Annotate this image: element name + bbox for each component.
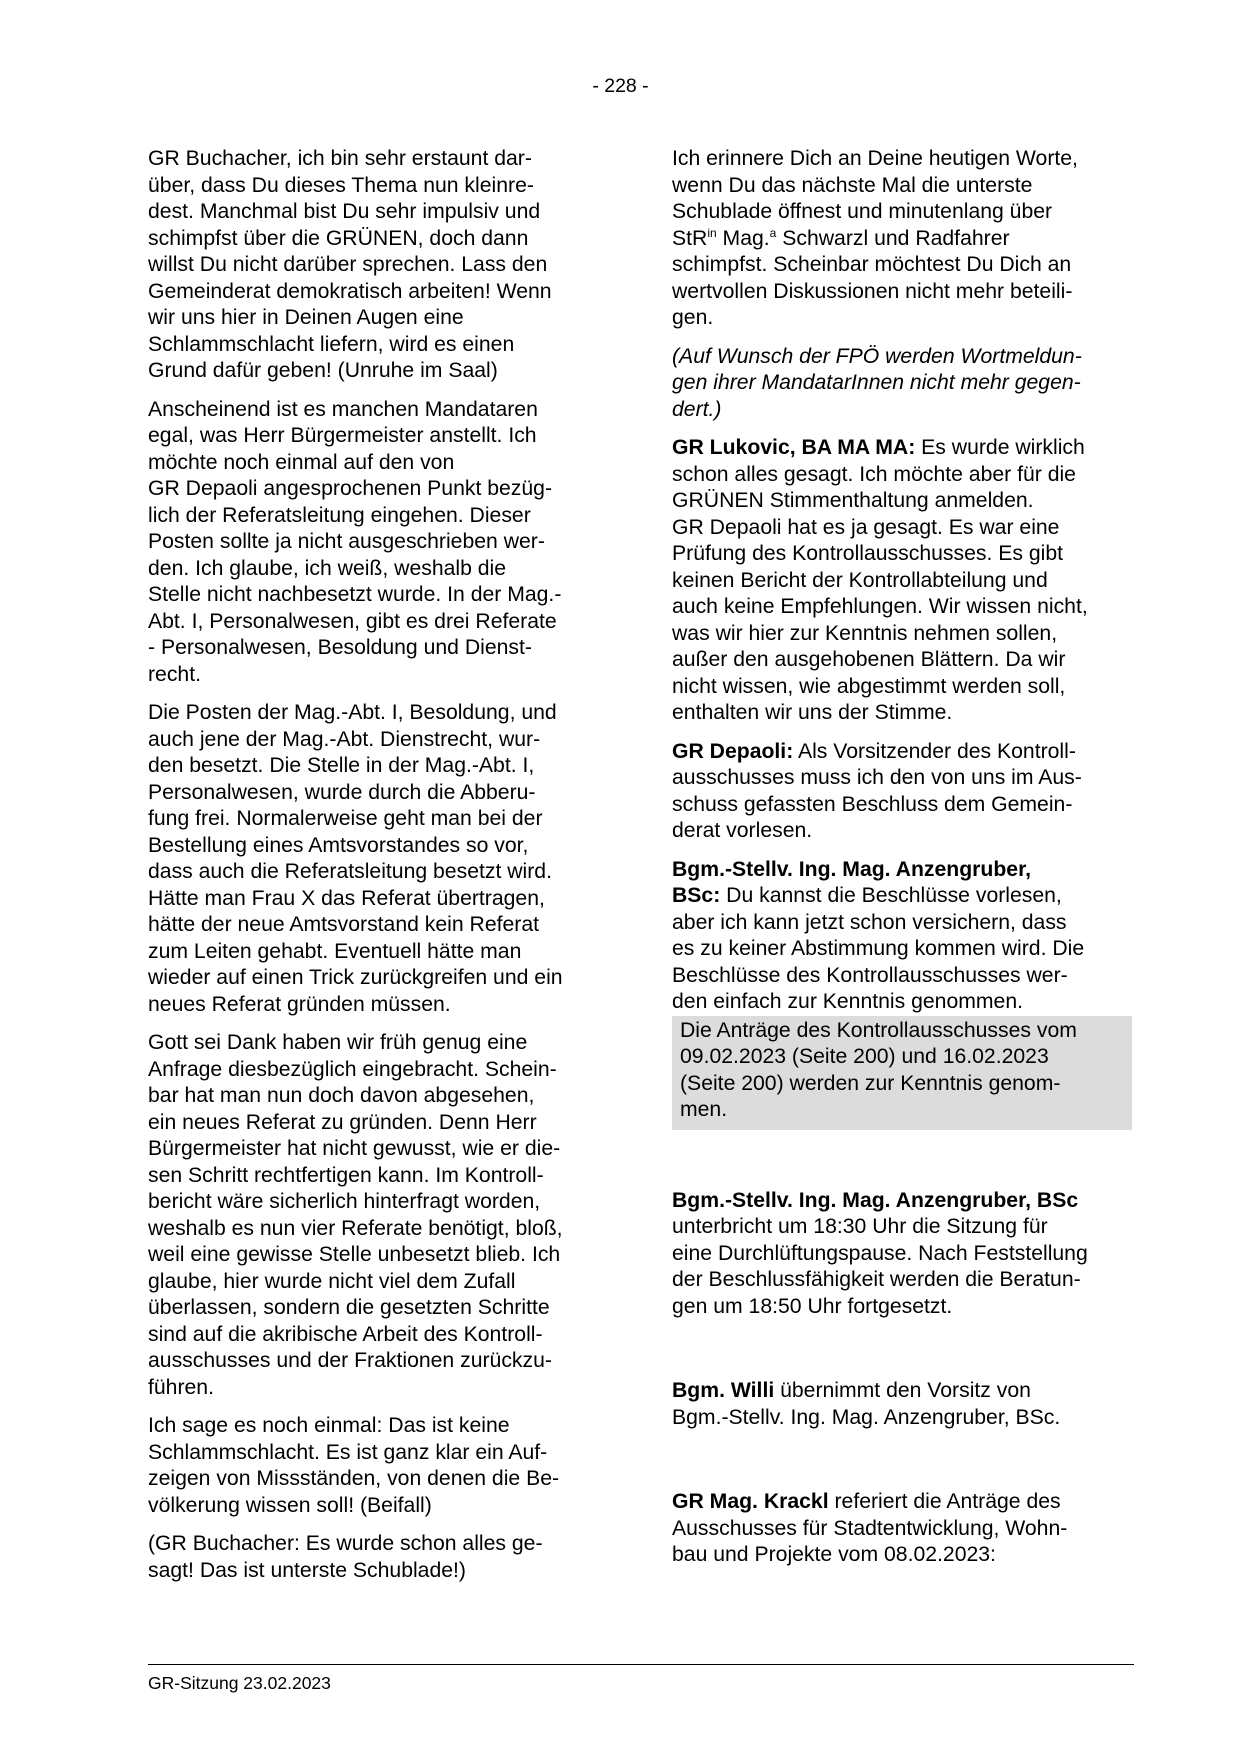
paragraph — [672, 1188, 1132, 1321]
text-line: lich der Referatsleitung eingehen. Dieser — [148, 503, 531, 527]
text-line: egal, was Herr Bürgermeister anstellt. Ich — [148, 424, 537, 447]
text-line: ein neues Referat zu gründen. Denn Herr — [148, 1110, 537, 1134]
text-line: bau und Projekte vom 08.02.2023: — [672, 1543, 996, 1566]
text-line: willst Du nicht darüber sprechen. Lass den — [148, 253, 548, 276]
text-line: dert.) — [672, 397, 722, 421]
text-line: schuss gefassten Beschluss dem Gemein- — [672, 792, 1073, 816]
text-line: auch jene der Mag.-Abt. Dienstrecht, wur- — [148, 727, 541, 751]
text-line: unterbricht um 18:30 Uhr die Sitzung für — [672, 1215, 1048, 1238]
text-line: Grund dafür geben! (Unruhe im Saal) — [148, 359, 498, 382]
text-line: völkerung wissen soll! (Beifall) — [148, 1493, 432, 1517]
speaker-name: GR Mag. Krackl — [672, 1490, 829, 1513]
text-line: gen. — [672, 306, 714, 329]
paragraph — [672, 1489, 1132, 1569]
resolution-box — [672, 1016, 1132, 1130]
text-line: Du kannst die Beschlüsse vorlesen, — [720, 884, 1062, 907]
text-line: Ich sage es noch einmal: Das ist keine — [148, 1414, 510, 1437]
text-line: (Auf Wunsch der FPÖ werden Wortmeldun- — [672, 344, 1082, 368]
text-line: Hätte man Frau X das Referat übertragen, — [148, 886, 545, 910]
paragraph — [672, 146, 1132, 332]
text-line: hätte der neue Amtsvorstand kein Referat — [148, 913, 540, 936]
text-line: bar hat man nun doch davon abgesehen, — [148, 1084, 535, 1107]
paragraph — [148, 1531, 606, 1584]
text-line: Beschlüsse des Kontrollausschusses wer- — [672, 963, 1068, 987]
text-line: neues Referat gründen müssen. — [148, 992, 451, 1016]
paragraph — [672, 739, 1132, 845]
text-line: den besetzt. Die Stelle in der Mag.-Abt. I, — [148, 754, 535, 777]
text-line: GR Depaoli angesprochenen Punkt bezüg- — [148, 477, 553, 500]
text-line: wenn Du das nächste Mal die unterste — [672, 173, 1033, 197]
text-line: sind auf die akribische Arbeit des Kontroll- — [148, 1322, 543, 1346]
text-line: Gott sei Dank haben wir früh genug eine — [148, 1031, 528, 1054]
text-line: Als Vorsitzender des Kontroll- — [793, 739, 1076, 763]
text-line: schimpfst. Scheinbar möchtest Du Dich an — [672, 253, 1072, 276]
text-line: weil eine gewisse Stelle unbesetzt blieb. Ich — [148, 1243, 561, 1266]
title-abbrev: Mag. — [716, 226, 770, 250]
text-line: GRÜNEN Stimmenthaltung anmelden. — [672, 489, 1034, 512]
text-line: gen ihrer MandatarInnen nicht mehr gegen- — [672, 371, 1081, 394]
speaker-name: BSc: — [672, 884, 721, 907]
text-line: Prüfung des Kontrollausschusses. Es gibt — [672, 542, 1064, 565]
text-line: was wir hier zur Kenntnis nehmen sollen, — [672, 621, 1058, 645]
text-line: schon alles gesagt. Ich möchte aber für die — [672, 462, 1076, 486]
title-abbrev: StR — [672, 226, 708, 250]
text-line: - Personalwesen, Besoldung und Dienst- — [148, 636, 532, 659]
right-column — [672, 146, 1132, 1569]
text-line: Bürgermeister hat nicht gewusst, wie er die- — [148, 1137, 561, 1160]
paragraph — [672, 344, 1132, 424]
text-line: Bgm.-Stellv. Ing. Mag. Anzengruber, BSc. — [672, 1405, 1061, 1429]
paragraph — [672, 857, 1132, 1016]
paragraph — [148, 1030, 606, 1401]
text-line: enthalten wir uns der Stimme. — [672, 701, 953, 724]
text-line: der Beschlussfähigkeit werden die Beratun- — [672, 1268, 1081, 1291]
text-line: Gemeinderat demokratisch arbeiten! Wenn — [148, 279, 552, 303]
text-line: zeigen von Missständen, von denen die Be- — [148, 1467, 560, 1490]
text-line: sagt! Das ist unterste Schublade!) — [148, 1558, 466, 1582]
text-line: fung frei. Normalerweise geht man bei der — [148, 807, 543, 830]
text-line: möchte noch einmal auf den von — [148, 450, 455, 474]
paragraph — [148, 1413, 606, 1519]
text-line: dest. Manchmal bist Du sehr impulsiv und — [148, 200, 541, 223]
text-line: Stelle nicht nachbesetzt wurde. In der Mag.- — [148, 583, 562, 606]
left-column — [148, 146, 606, 1584]
speaker-name: Bgm. Willi — [672, 1379, 775, 1402]
page-number: - 228 - — [592, 75, 649, 97]
superscript: a — [769, 225, 777, 240]
paragraph — [148, 397, 606, 689]
text-line: Anfrage diesbezüglich eingebracht. Schein- — [148, 1057, 557, 1081]
text-line: aber ich kann jetzt schon versichern, dass — [672, 910, 1067, 934]
text-line: Es wurde wirklich — [915, 436, 1085, 459]
text-line: Die Posten der Mag.-Abt. I, Besoldung, und — [148, 701, 557, 724]
text-line: Schlammschlacht liefern, wird es einen — [148, 332, 515, 356]
text-line: den einfach zur Kenntnis genommen. — [672, 990, 1023, 1013]
paragraph — [672, 435, 1132, 727]
speaker-name: Bgm.-Stellv. Ing. Mag. Anzengruber, BSc — [672, 1188, 1079, 1212]
text-line: weshalb es nun vier Referate benötigt, bloß, — [148, 1216, 563, 1240]
text-line: Anscheinend ist es manchen Mandataren — [148, 397, 538, 421]
text-line: eine Durchlüftungspause. Nach Feststellung — [672, 1241, 1088, 1265]
text-line: wieder auf einen Trick zurückgreifen und ein — [148, 966, 563, 989]
text-line: sen Schritt rechtfertigen kann. Im Kontroll- — [148, 1163, 544, 1187]
text-line: (GR Buchacher: Es wurde schon alles ge- — [148, 1532, 543, 1555]
text-line: führen. — [148, 1375, 214, 1399]
text-line: referiert die Anträge des — [828, 1490, 1061, 1513]
superscript: in — [707, 225, 717, 240]
speaker-name: Bgm.-Stellv. Ing. Mag. Anzengruber, — [672, 857, 1032, 881]
text-line: men. — [680, 1098, 728, 1121]
text-line: es zu keiner Abstimmung kommen wird. Die — [672, 937, 1085, 960]
text-line: Personalwesen, wurde durch die Abberu- — [148, 780, 536, 804]
text-line: recht. — [148, 662, 201, 686]
text-line: ausschusses muss ich den von uns im Aus- — [672, 766, 1082, 789]
text-line: wertvollen Diskussionen nicht mehr beteili- — [672, 279, 1073, 303]
text-line: keinen Bericht der Kontrollabteilung und — [672, 568, 1048, 592]
text-line: GR Buchacher, ich bin sehr erstaunt dar- — [148, 147, 532, 170]
text-line: (Seite 200) werden zur Kenntnis genom- — [680, 1071, 1061, 1095]
text-line: wir uns hier in Deinen Augen eine — [148, 306, 464, 329]
text-line: schimpfst über die GRÜNEN, doch dann — [148, 226, 529, 250]
paragraph — [148, 146, 606, 385]
text-line: Abt. I, Personalwesen, gibt es drei Referate — [148, 609, 557, 633]
speaker-name: GR Lukovic, BA MA MA: — [672, 436, 916, 459]
text-line: gen um 18:50 Uhr fortgesetzt. — [672, 1294, 953, 1318]
footer-divider — [148, 1664, 1134, 1665]
text-line: Schwarzl und Radfahrer — [776, 226, 1010, 250]
text-line: über, dass Du dieses Thema nun kleinre- — [148, 173, 534, 197]
text-line: Schublade öffnest und minutenlang über — [672, 200, 1053, 223]
text-line: 09.02.2023 (Seite 200) und 16.02.2023 — [680, 1045, 1049, 1068]
text-line: dass auch die Referatsleitung besetzt wird. — [148, 860, 552, 883]
text-line: zum Leiten gehabt. Eventuell hätte man — [148, 939, 522, 963]
text-line: GR Depaoli hat es ja gesagt. Es war eine — [672, 515, 1060, 539]
text-line: Ausschusses für Stadtentwicklung, Wohn- — [672, 1516, 1068, 1540]
text-line: übernimmt den Vorsitz von — [774, 1379, 1031, 1402]
paragraph — [672, 1378, 1132, 1431]
footer-text: GR-Sitzung 23.02.2023 — [148, 1673, 331, 1693]
text-line: auch keine Empfehlungen. Wir wissen nicht, — [672, 595, 1088, 618]
text-line: außer den ausgehobenen Blättern. Da wir — [672, 648, 1066, 671]
text-line: derat vorlesen. — [672, 819, 813, 842]
text-line: Schlammschlacht. Es ist ganz klar ein Auf- — [148, 1440, 548, 1464]
text-line: ausschusses und der Fraktionen zurückzu- — [148, 1349, 552, 1372]
text-line: überlassen, sondern die gesetzten Schritte — [148, 1296, 550, 1319]
speaker-name: GR Depaoli: — [672, 739, 794, 763]
text-line: Posten sollte ja nicht ausgeschrieben wer- — [148, 530, 545, 553]
text-line: glaube, hier wurde nicht viel dem Zufall — [148, 1269, 516, 1293]
text-line: nicht wissen, wie abgestimmt werden soll, — [672, 674, 1066, 698]
text-line: den. Ich glaube, ich weiß, weshalb die — [148, 556, 507, 580]
text-line: Ich erinnere Dich an Deine heutigen Worte, — [672, 147, 1078, 170]
paragraph — [148, 700, 606, 1018]
text-line: Bestellung eines Amtsvorstandes so vor, — [148, 833, 529, 857]
text-line: Die Anträge des Kontrollausschusses vom — [680, 1018, 1077, 1042]
text-line: bericht wäre sicherlich hinterfragt worden, — [148, 1190, 541, 1213]
